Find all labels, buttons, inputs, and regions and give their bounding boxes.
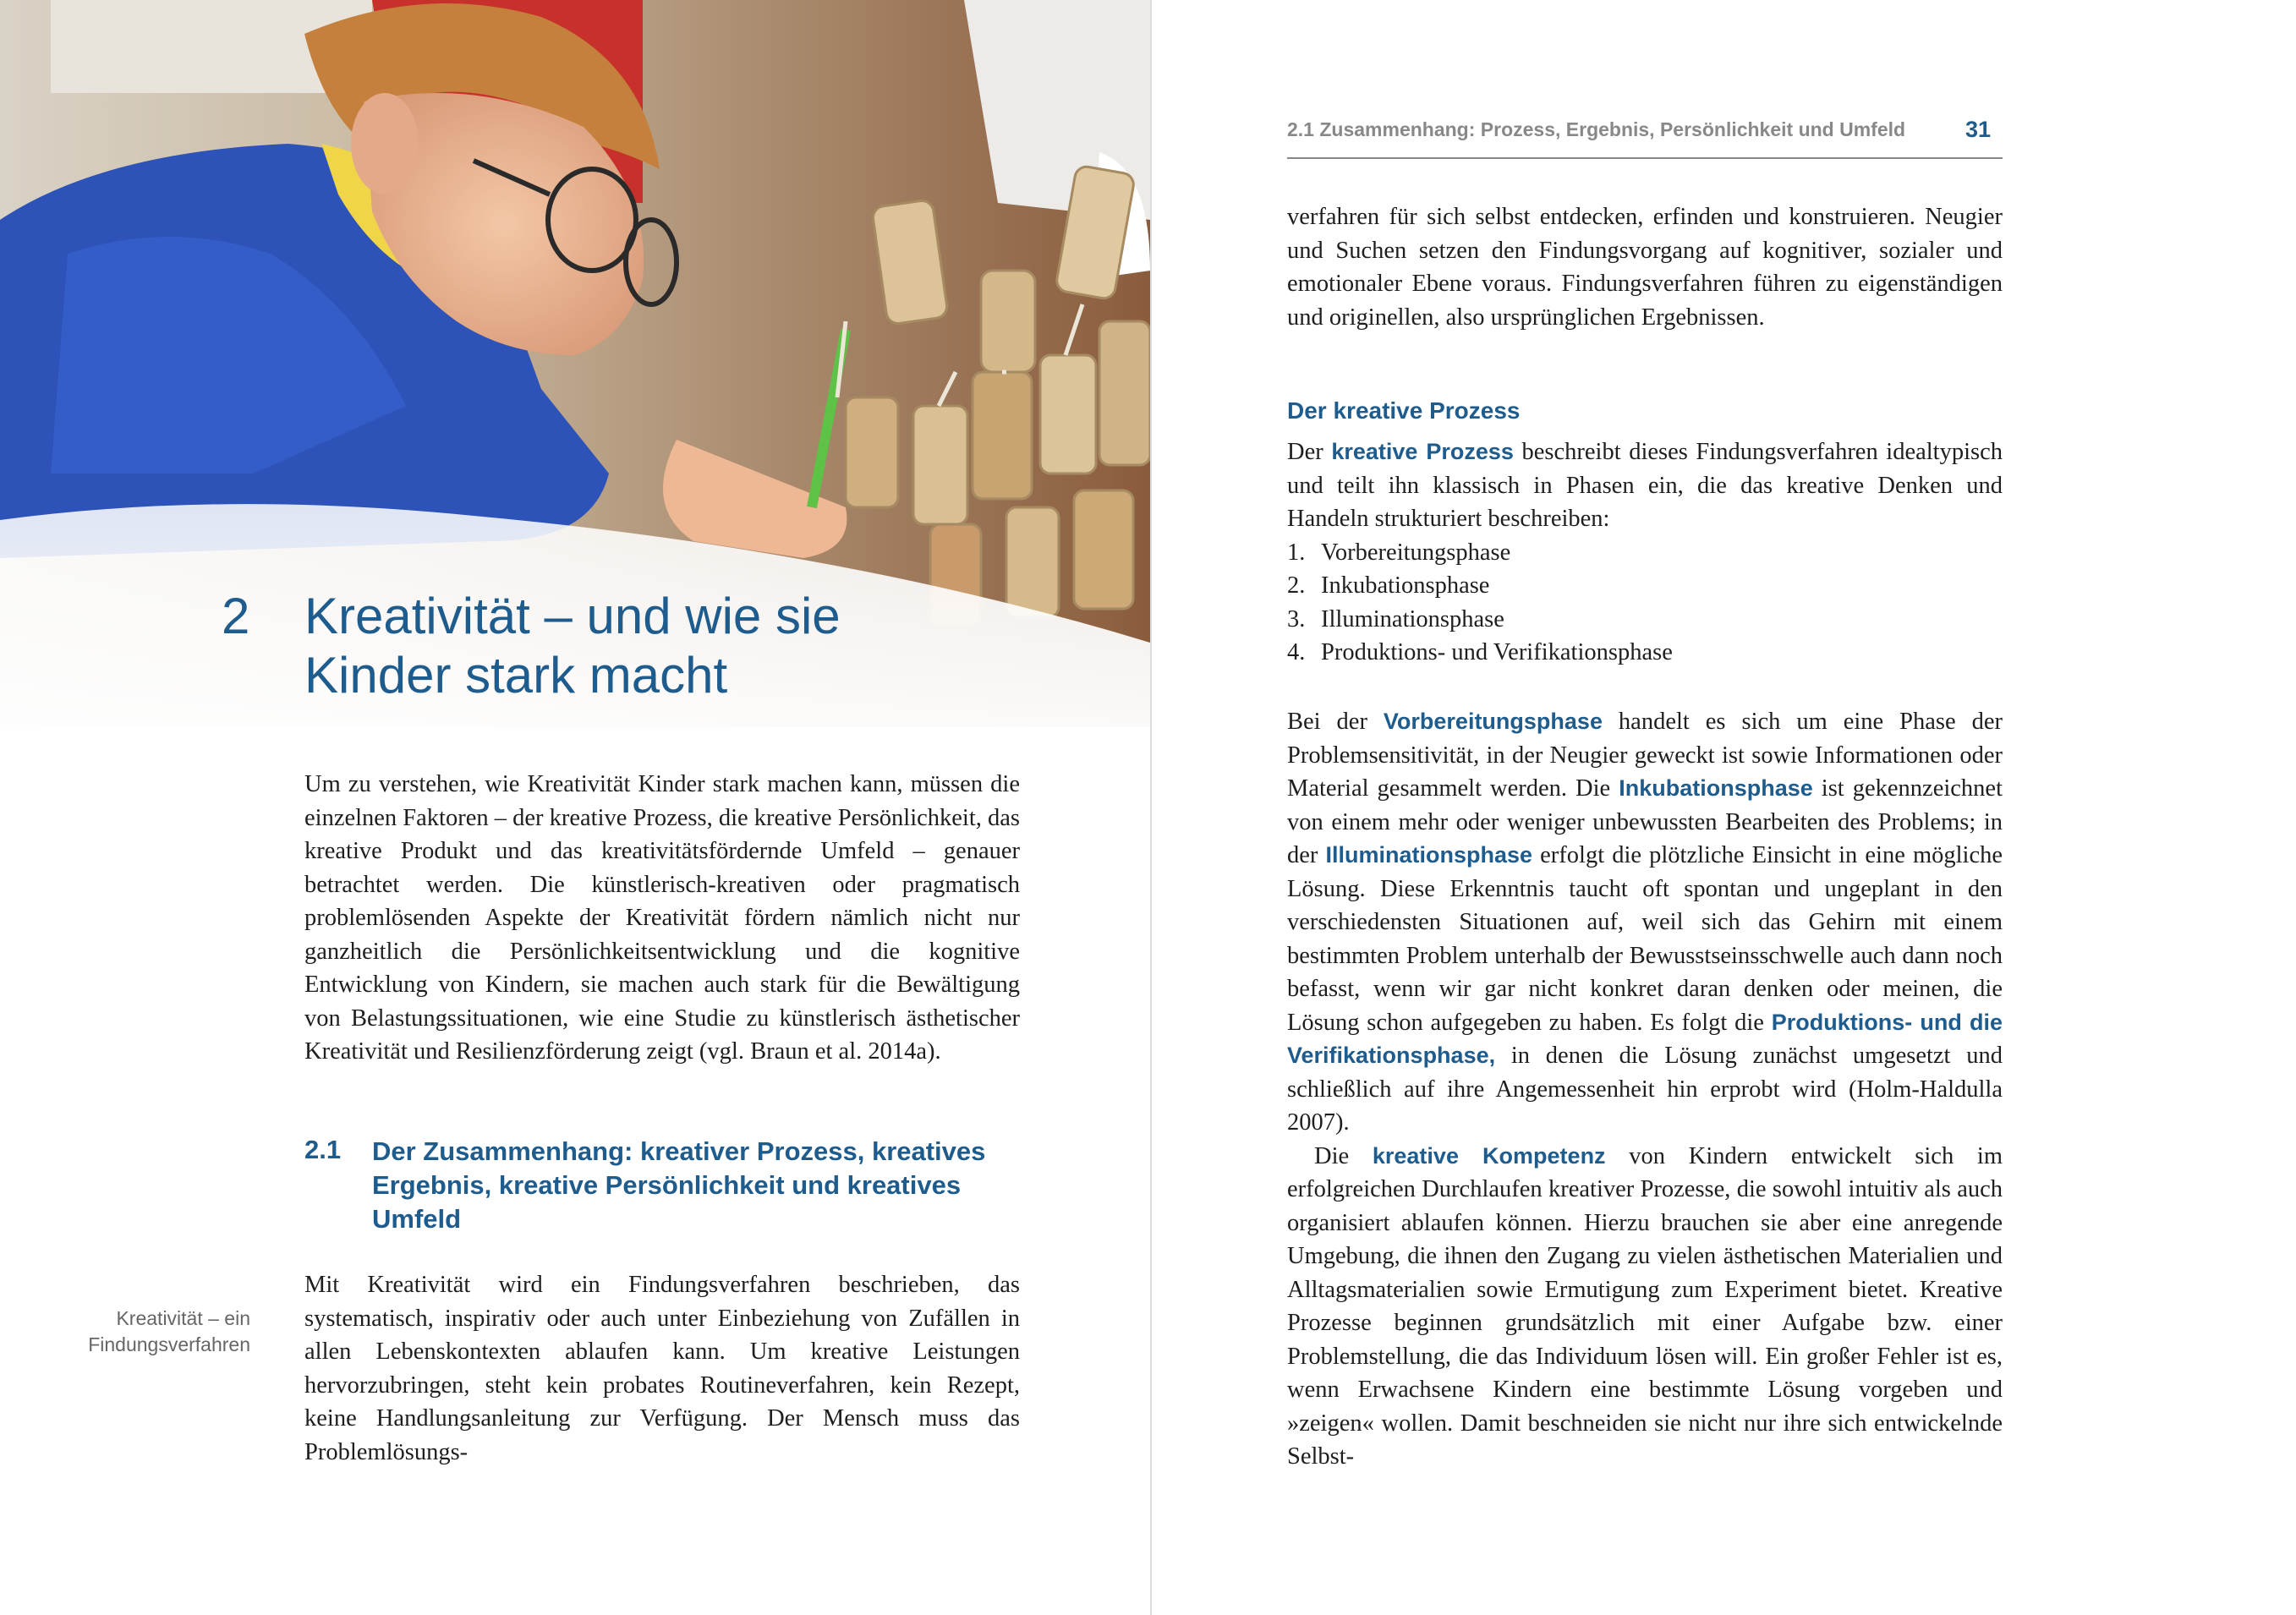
margin-note-line-1: Kreativität – ein (116, 1307, 250, 1329)
list-item-number: 1. (1287, 539, 1306, 566)
subheading-creative-process: Der kreative Prozess (1287, 397, 1521, 424)
list-item-number: 4. (1287, 639, 1306, 665)
paragraph-continuation: verfahren für sich selbst entdecken, erfinden und konstruieren. Neugier und Suchen setzen den Findungsvorgang auf kognitiver, sozialer und emotionaler Ebene voraus. Findungsverfahren führen zu eigenständigen und originellen, also ursprünglichen Ergebnissen. (1287, 204, 2003, 331)
list-item (1287, 569, 2003, 603)
paragraph-creative-process (1287, 435, 2003, 670)
paragraph-phases (1287, 705, 2003, 1140)
chapter-title-line-1: Kreativität – und wie sie (304, 588, 841, 644)
list-item-number: 2. (1287, 572, 1306, 599)
text-run: ist gekennzeichnet von einem mehr oder weniger unbewussten Bearbeiten des Problems; in der (1287, 775, 2003, 868)
phase-list (1287, 536, 2003, 670)
chapter-title (304, 587, 981, 705)
text-run: Die (1314, 1142, 1373, 1169)
margin-note-line-2: Findungsverfahren (88, 1333, 250, 1355)
text-run: handelt es sich um eine Phase der Problemsensitivität, in der Neugier geweckt ist sowie Informationen oder Material gesammelt werden. Die (1287, 709, 2003, 802)
text-run: Bei der (1287, 709, 1384, 735)
page-number: 31 (1964, 117, 1991, 142)
intro-paragraph: Um zu verstehen, wie Kreativität Kinder stark machen kann, müssen die einzelnen Faktoren – der kreative Prozess, die kreative Persönlichkeit, das kreative Produkt und das kreativitätsfördernde Umfeld – genauer betrachtet werden. Die künstlerisch-kreativen oder pragmatisch problemlösenden Aspekte der Kreativität fördern nämlich nicht nur ganzheitlich die Persönlichkeitsentwicklung und die kognitive Entwicklung von Kindern, sie machen auch stark für die Bewältigung von Belastungssituationen, wie eine Studie zu künstlerisch ästhetischer Kreativität und Resilienzförderung zeigt (vgl. Braun et al. 2014a). (304, 771, 1020, 1065)
text-run: Der (1287, 439, 1332, 465)
keyword-vorbereitungsphase: Vorbereitungsphase (1383, 709, 1603, 734)
section-paragraph: Mit Kreativität wird ein Findungsverfahren beschrieben, das systematisch, inspirativ oder auch unter Einbeziehung von Zufällen in allen Lebenskontexten ablaufen kann. Um kreative Leistungen hervorzubringen, steht kein probates Routineverfahren, kein Rezept, keine Handlungsanleitung zur Verfügung. Der Mensch muss das Problemlösungs- (304, 1272, 1020, 1465)
chapter-title-line-2: Kinder stark macht (304, 647, 728, 703)
text-run: erfolgt die plötzliche Einsicht in eine mögliche Lösung. Diese Erkenntnis taucht oft spontan und ungeplant in den verschiedensten Situationen auf, weil sich das Gehirn mit einem bestimmten Problem unterhalb der Bewusstseinsschwelle auch dann noch befasst, wenn wir gar nicht konkret daran denken oder meinen, die Lösung schon aufgegeben zu haben. Es folgt die (1287, 842, 2003, 1036)
keyword-inkubationsphase: Inkubationsphase (1619, 775, 1813, 801)
section-title: Der Zusammenhang: kreativer Prozess, kreatives Ergebnis, kreative Persönlichkeit und kreatives Umfeld (372, 1136, 986, 1234)
text-run: in denen die Lösung zunächst umgesetzt und schließlich auf ihre Angemessenheit hin erprobt wird (Holm-Haldulla 2007). (1287, 1043, 2003, 1136)
list-item-label: Inkubationsphase (1321, 572, 1490, 599)
paragraph-phases-detail (1287, 705, 2003, 1474)
list-item (1287, 536, 2003, 570)
margin-note (51, 1306, 250, 1358)
keyword-illuminationsphase: Illuminationsphase (1325, 842, 1533, 868)
section-number: 2.1 (304, 1135, 342, 1164)
running-head-label: 2.1 Zusammenhang: Prozess, Ergebnis, Persönlichkeit und Umfeld (1287, 118, 1906, 140)
paragraph-competence (1287, 1140, 2003, 1474)
keyword-creative-process: kreative Prozess (1331, 439, 1514, 464)
list-item (1287, 636, 2003, 670)
paragraph-creative-process-text (1287, 435, 2003, 536)
text-run: von Kindern entwickelt sich im erfolgreichen Durchlaufen kreativer Prozesse, die sowohl intuitiv als auch organisiert ablaufen können. Hierzu brauchen sie aber eine anregende Umgebung, die ihnen den Zugang zu vielen ästhetischen Materialien und Alltagsmaterialien sowie Ermutigung zum Experiment bietet. Kreative Prozesse beginnen grundsätzlich mit einer Aufgabe bzw. einer Problemstellung, die das Individuum lösen will. Ein großer Fehler ist es, wenn Erwachsene Kindern eine bestimmte Lösung vorgeben und »zeigen« wollen. Damit beschneiden sie nicht nur ihre sich entwickelnde Selbst- (1287, 1142, 2003, 1470)
list-item-label: Illuminationsphase (1321, 605, 1504, 632)
keyword-produktionsphase: Produktions- und die Verifikationsphase, (1287, 1009, 2003, 1068)
text-run: beschreibt dieses Findungsverfahren idealtypisch und teilt ihn klassisch in Phasen ein, die das kreative Denken und Handeln strukturiert beschreiben: (1287, 439, 2003, 532)
list-item-label: Produktions- und Verifikationsphase (1321, 639, 1673, 665)
list-item (1287, 603, 2003, 637)
keyword-creative-competence: kreative Kompetenz (1372, 1142, 1606, 1169)
chapter-number: 2 (222, 588, 250, 644)
list-item-label: Vorbereitungsphase (1321, 539, 1511, 566)
running-head (1287, 117, 2003, 159)
right-page (1152, 0, 2296, 1615)
list-item-number: 3. (1287, 605, 1306, 632)
